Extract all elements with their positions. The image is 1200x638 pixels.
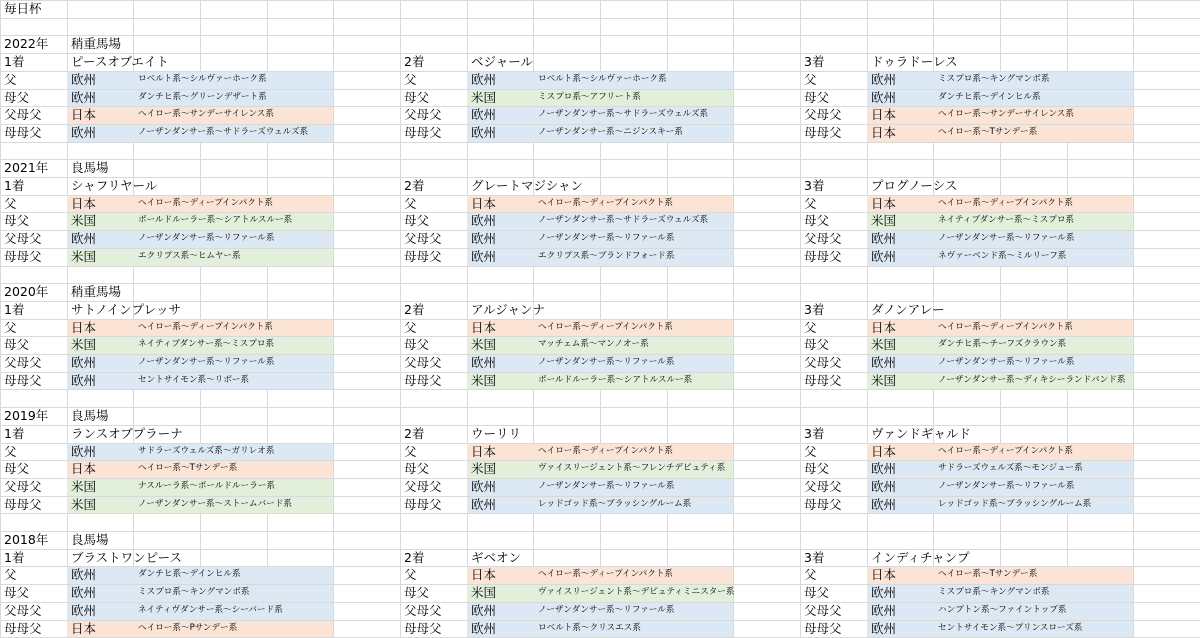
region-cell: 米国 xyxy=(471,461,497,476)
grid-row-line xyxy=(0,407,1200,408)
horse-name: ピースオブエイト xyxy=(71,54,169,69)
pedigree-position-label: 母父 xyxy=(4,337,30,352)
region-cell: 米国 xyxy=(471,373,497,388)
region-cell: 欧州 xyxy=(871,249,897,264)
sire-line-cell: ノーザンダンサー系〜サドラーズウェルズ系 xyxy=(538,109,709,119)
horse-name: ギベオン xyxy=(471,550,522,565)
horse-name: ベジャール xyxy=(471,54,534,69)
pedigree-position-label: 父母父 xyxy=(804,231,842,246)
finish-place: 2着 xyxy=(404,178,425,193)
grid-row-line xyxy=(0,159,1200,160)
finish-place: 2着 xyxy=(404,54,425,69)
pedigree-position-label: 父 xyxy=(404,320,417,335)
pedigree-position-label: 母母父 xyxy=(4,373,42,388)
pedigree-position-label: 父母父 xyxy=(404,479,442,494)
region-cell: 米国 xyxy=(71,249,97,264)
sire-line-cell: ノーザンダンサー系〜ディキシーランドバンド系 xyxy=(938,375,1126,385)
horse-name: ヴァンドギャルド xyxy=(871,426,971,441)
pedigree-position-label: 父母父 xyxy=(4,479,42,494)
pedigree-position-label: 父 xyxy=(804,72,817,87)
pedigree-position-label: 父 xyxy=(804,444,817,459)
horse-name: ドゥラドーレス xyxy=(871,54,958,69)
sire-line-cell: ヘイロー系〜サンデーサイレンス系 xyxy=(938,109,1074,119)
pedigree-position-label: 父母父 xyxy=(404,231,442,246)
region-cell: 欧州 xyxy=(871,497,897,512)
sire-line-cell: ハンプトン系〜ファイントップ系 xyxy=(938,605,1067,615)
pedigree-position-label: 父 xyxy=(4,444,17,459)
finish-place: 1着 xyxy=(4,302,25,317)
grid-row-line xyxy=(0,266,1200,267)
grid-row-line xyxy=(0,283,1200,284)
sire-line-cell: ヘイロー系〜Tサンデー系 xyxy=(938,127,1038,137)
region-cell: 米国 xyxy=(871,213,897,228)
pedigree-position-label: 母母父 xyxy=(4,249,42,264)
finish-place: 3着 xyxy=(804,426,825,441)
sire-line-cell: サドラーズウェルズ系〜モンジュー系 xyxy=(938,463,1083,473)
pedigree-position-label: 母父 xyxy=(404,90,430,105)
region-cell: 日本 xyxy=(871,196,897,211)
pedigree-position-label: 父母父 xyxy=(4,231,42,246)
pedigree-position-label: 母母父 xyxy=(404,621,442,636)
sire-line-cell: サドラーズウェルズ系〜ガリレオ系 xyxy=(138,446,275,456)
pedigree-position-label: 父母父 xyxy=(804,603,842,618)
sire-line-cell: ヘイロー系〜ディープインパクト系 xyxy=(538,322,674,332)
sire-line-cell: ダンチヒ系〜デインヒル系 xyxy=(938,92,1041,102)
pedigree-position-label: 母母父 xyxy=(804,497,842,512)
finish-place: 1着 xyxy=(4,550,25,565)
pedigree-position-label: 母父 xyxy=(804,90,830,105)
sire-line-cell: ミスプロ系〜キングマンボ系 xyxy=(138,587,250,597)
sire-line-cell: ヘイロー系〜サンデーサイレンス系 xyxy=(138,109,274,119)
finish-place: 2着 xyxy=(404,550,425,565)
sire-line-cell: レッドゴッド系〜ブラッシングルーム系 xyxy=(938,499,1092,509)
sire-line-cell: ミスプロ系〜キングマンボ系 xyxy=(938,587,1050,597)
region-cell: 欧州 xyxy=(871,585,897,600)
finish-place: 2着 xyxy=(404,426,425,441)
sire-line-cell: ダンチヒ系〜チーフズクラウン系 xyxy=(938,339,1067,349)
horse-name: ダノンアレー xyxy=(871,302,945,317)
pedigree-position-label: 母母父 xyxy=(804,249,842,264)
sire-line-cell: ロベルト系〜シルヴァーホーク系 xyxy=(538,74,667,84)
pedigree-position-label: 父母父 xyxy=(404,107,442,122)
region-cell: 日本 xyxy=(71,621,97,636)
horse-name: ランスオブプラーナ xyxy=(71,426,183,441)
sire-line-cell: ヴァイスリージェント系〜フレンチデピュティ系 xyxy=(538,463,726,473)
pedigree-position-label: 母母父 xyxy=(804,621,842,636)
pedigree-position-label: 父母父 xyxy=(804,355,842,370)
region-cell: 欧州 xyxy=(471,603,497,618)
pedigree-position-label: 母父 xyxy=(804,213,830,228)
sire-line-cell: ヘイロー系〜ディープインパクト系 xyxy=(538,446,674,456)
finish-place: 3着 xyxy=(804,550,825,565)
region-cell: 日本 xyxy=(871,125,897,140)
sire-line-cell: ノーザンダンサー系〜リファール系 xyxy=(538,605,675,615)
pedigree-position-label: 母母父 xyxy=(404,373,442,388)
finish-place: 3着 xyxy=(804,302,825,317)
pedigree-position-label: 父 xyxy=(404,72,417,87)
grid-row-line xyxy=(0,18,1200,19)
sire-line-cell: ネイティブダンサー系〜ミスプロ系 xyxy=(138,339,275,349)
sire-line-cell: セントサイモン系〜リボー系 xyxy=(138,375,250,385)
sire-line-cell: ノーザンダンサー系〜ニジンスキー系 xyxy=(538,127,683,137)
pedigree-position-label: 母母父 xyxy=(404,125,442,140)
region-cell: 欧州 xyxy=(471,249,497,264)
grid-row-line xyxy=(0,35,1200,36)
pedigree-position-label: 父 xyxy=(404,444,417,459)
region-cell: 日本 xyxy=(871,320,897,335)
pedigree-position-label: 母母父 xyxy=(4,125,42,140)
sire-line-cell: ボールドルーラー系〜シアトルスルー系 xyxy=(538,375,693,385)
pedigree-position-label: 母母父 xyxy=(804,373,842,388)
pedigree-position-label: 父 xyxy=(804,567,817,582)
sire-line-cell: ロベルト系〜シルヴァーホーク系 xyxy=(138,74,267,84)
grid-row-line xyxy=(0,531,1200,532)
sire-line-cell: ヴァイスリージェント系〜デピュティミニスター系 xyxy=(538,587,735,597)
region-cell: 欧州 xyxy=(71,231,97,246)
region-cell: 欧州 xyxy=(471,72,497,87)
pedigree-position-label: 母父 xyxy=(404,585,430,600)
region-cell: 欧州 xyxy=(871,461,897,476)
track-condition: 稍重馬場 xyxy=(71,36,122,51)
region-cell: 欧州 xyxy=(71,90,97,105)
region-cell: 欧州 xyxy=(871,231,897,246)
region-cell: 欧州 xyxy=(71,72,97,87)
pedigree-position-label: 父 xyxy=(4,196,17,211)
grid-row-line xyxy=(0,0,1200,1)
year-label: 2019年 xyxy=(4,408,49,423)
region-cell: 欧州 xyxy=(471,479,497,494)
year-label: 2018年 xyxy=(4,532,49,547)
region-cell: 欧州 xyxy=(71,567,97,582)
pedigree-position-label: 父母父 xyxy=(404,355,442,370)
pedigree-position-label: 父 xyxy=(804,320,817,335)
pedigree-position-label: 母母父 xyxy=(404,497,442,512)
region-cell: 欧州 xyxy=(871,621,897,636)
track-condition: 良馬場 xyxy=(71,160,109,175)
region-cell: 米国 xyxy=(71,479,97,494)
pedigree-position-label: 父母父 xyxy=(4,355,42,370)
sire-line-cell: ダンチヒ系〜グリーンデザート系 xyxy=(138,92,267,102)
sire-line-cell: ヘイロー系〜ディープインパクト系 xyxy=(938,446,1074,456)
region-cell: 欧州 xyxy=(871,355,897,370)
finish-place: 1着 xyxy=(4,54,25,69)
pedigree-position-label: 母父 xyxy=(404,213,430,228)
finish-place: 1着 xyxy=(4,178,25,193)
region-cell: 欧州 xyxy=(471,107,497,122)
horse-name: サトノインプレッサ xyxy=(71,302,182,317)
sire-line-cell: ノーザンダンサー系〜リファール系 xyxy=(938,481,1075,491)
year-label: 2022年 xyxy=(4,36,49,51)
region-cell: 欧州 xyxy=(871,603,897,618)
region-cell: 欧州 xyxy=(71,125,97,140)
sire-line-cell: ネイティヴダンサー系〜シーバード系 xyxy=(138,605,283,615)
track-condition: 良馬場 xyxy=(71,532,109,547)
pedigree-position-label: 母父 xyxy=(4,461,30,476)
region-cell: 欧州 xyxy=(471,125,497,140)
pedigree-position-label: 母父 xyxy=(4,213,30,228)
horse-name: インディチャンプ xyxy=(871,550,970,565)
sire-line-cell: ナスルーラ系〜ボールドルーラー系 xyxy=(138,481,275,491)
sire-line-cell: ヘイロー系〜Tサンデー系 xyxy=(138,463,238,473)
region-cell: 欧州 xyxy=(471,355,497,370)
region-cell: 日本 xyxy=(471,567,497,582)
grid-row-line xyxy=(0,389,1200,390)
sire-line-cell: ミスプロ系〜キングマンボ系 xyxy=(938,74,1050,84)
sire-line-cell: ネイティブダンサー系〜ミスプロ系 xyxy=(938,215,1075,225)
grid-row-line xyxy=(0,53,1200,54)
pedigree-position-label: 母母父 xyxy=(804,125,842,140)
sire-line-cell: ヘイロー系〜ディープインパクト系 xyxy=(938,322,1074,332)
region-cell: 米国 xyxy=(71,497,97,512)
horse-name: シャフリヤール xyxy=(71,178,158,193)
finish-place: 3着 xyxy=(804,178,825,193)
region-cell: 米国 xyxy=(471,337,497,352)
pedigree-position-label: 母父 xyxy=(804,461,830,476)
region-cell: 日本 xyxy=(871,444,897,459)
pedigree-position-label: 父 xyxy=(4,320,17,335)
region-cell: 日本 xyxy=(71,196,97,211)
sire-line-cell: エクリプス系〜ヒムヤー系 xyxy=(138,251,241,261)
sire-line-cell: ボールドルーラー系〜シアトルスルー系 xyxy=(138,215,293,225)
year-label: 2020年 xyxy=(4,284,49,299)
region-cell: 日本 xyxy=(71,107,97,122)
pedigree-position-label: 母母父 xyxy=(4,497,42,512)
pedigree-position-label: 母父 xyxy=(404,337,430,352)
region-cell: 日本 xyxy=(871,567,897,582)
region-cell: 欧州 xyxy=(871,479,897,494)
pedigree-position-label: 母母父 xyxy=(404,249,442,264)
sire-line-cell: マッチェム系〜マンノオー系 xyxy=(538,339,649,349)
sire-line-cell: ヘイロー系〜ディープインパクト系 xyxy=(138,322,274,332)
sire-line-cell: ノーザンダンサー系〜サドラーズウェルズ系 xyxy=(538,215,709,225)
region-cell: 欧州 xyxy=(871,72,897,87)
sire-line-cell: ヘイロー系〜Pサンデー系 xyxy=(138,623,238,633)
sire-line-cell: ノーザンダンサー系〜リファール系 xyxy=(938,357,1075,367)
track-condition: 良馬場 xyxy=(71,408,109,423)
region-cell: 欧州 xyxy=(71,603,97,618)
pedigree-position-label: 母父 xyxy=(4,90,30,105)
year-label: 2021年 xyxy=(4,160,49,175)
pedigree-position-label: 父 xyxy=(404,567,417,582)
pedigree-position-label: 父母父 xyxy=(4,107,42,122)
sire-line-cell: ヘイロー系〜ディープインパクト系 xyxy=(538,569,674,579)
pedigree-position-label: 父母父 xyxy=(404,603,442,618)
region-cell: 欧州 xyxy=(471,231,497,246)
sire-line-cell: ダンチヒ系〜デインヒル系 xyxy=(138,569,241,579)
region-cell: 米国 xyxy=(871,337,897,352)
finish-place: 1着 xyxy=(4,426,25,441)
region-cell: 米国 xyxy=(71,213,97,228)
grid-row-line xyxy=(0,177,1200,178)
region-cell: 日本 xyxy=(471,196,497,211)
sire-line-cell: レッドゴッド系〜ブラッシングルーム系 xyxy=(538,499,692,509)
region-cell: 欧州 xyxy=(471,497,497,512)
region-cell: 欧州 xyxy=(871,90,897,105)
sire-line-cell: ヘイロー系〜ディープインパクト系 xyxy=(538,198,674,208)
pedigree-position-label: 母父 xyxy=(4,585,30,600)
sire-line-cell: ヘイロー系〜ディープインパクト系 xyxy=(938,198,1074,208)
sheet-title: 毎日杯 xyxy=(4,1,42,16)
region-cell: 米国 xyxy=(471,585,497,600)
sire-line-cell: ノーザンダンサー系〜リファール系 xyxy=(538,481,675,491)
horse-name: プログノーシス xyxy=(871,178,958,193)
grid-row-line xyxy=(0,142,1200,143)
sire-line-cell: ネヴァーベンド系〜ミルリーフ系 xyxy=(938,251,1067,261)
region-cell: 日本 xyxy=(871,107,897,122)
horse-name: ウーリリ xyxy=(471,426,522,441)
sire-line-cell: セントサイモン系〜プリンスローズ系 xyxy=(938,623,1083,633)
sire-line-cell: ノーザンダンサー系〜リファール系 xyxy=(138,357,275,367)
sire-line-cell: ヘイロー系〜Tサンデー系 xyxy=(938,569,1038,579)
region-cell: 欧州 xyxy=(71,373,97,388)
pedigree-position-label: 父母父 xyxy=(804,479,842,494)
pedigree-position-label: 父 xyxy=(4,72,17,87)
horse-name: グレートマジシャン xyxy=(471,178,583,193)
sire-line-cell: ノーザンダンサー系〜サドラーズウェルズ系 xyxy=(138,127,309,137)
region-cell: 欧州 xyxy=(71,444,97,459)
pedigree-position-label: 父 xyxy=(4,567,17,582)
grid-row-line xyxy=(0,513,1200,514)
pedigree-position-label: 母母父 xyxy=(4,621,42,636)
sire-line-cell: ヘイロー系〜ディープインパクト系 xyxy=(138,198,274,208)
finish-place: 2着 xyxy=(404,302,425,317)
region-cell: 欧州 xyxy=(71,355,97,370)
pedigree-position-label: 母父 xyxy=(804,337,830,352)
region-cell: 米国 xyxy=(871,373,897,388)
region-cell: 欧州 xyxy=(471,621,497,636)
sire-line-cell: ノーザンダンサー系〜リファール系 xyxy=(138,233,275,243)
region-cell: 日本 xyxy=(471,320,497,335)
region-cell: 米国 xyxy=(471,90,497,105)
region-cell: 日本 xyxy=(71,320,97,335)
region-cell: 日本 xyxy=(71,461,97,476)
pedigree-position-label: 母父 xyxy=(804,585,830,600)
sire-line-cell: ノーザンダンサー系〜リファール系 xyxy=(938,233,1075,243)
sire-line-cell: ミスプロ系〜アフリート系 xyxy=(538,92,641,102)
sire-line-cell: ノーザンダンサー系〜リファール系 xyxy=(538,357,675,367)
region-cell: 米国 xyxy=(71,337,97,352)
horse-name: ブラストワンピース xyxy=(71,550,183,565)
pedigree-position-label: 父 xyxy=(804,196,817,211)
sire-line-cell: ノーザンダンサー系〜リファール系 xyxy=(538,233,675,243)
pedigree-position-label: 父 xyxy=(404,196,417,211)
track-condition: 稍重馬場 xyxy=(71,284,122,299)
sire-line-cell: ノーザンダンサー系〜ストームバード系 xyxy=(138,499,293,509)
pedigree-position-label: 母父 xyxy=(404,461,430,476)
pedigree-position-label: 父母父 xyxy=(804,107,842,122)
pedigree-position-label: 父母父 xyxy=(4,603,42,618)
sire-line-cell: ロベルト系〜クリスエス系 xyxy=(538,623,641,633)
finish-place: 3着 xyxy=(804,54,825,69)
region-cell: 日本 xyxy=(471,444,497,459)
sire-line-cell: エクリプス系〜ブランドフォード系 xyxy=(538,251,675,261)
horse-name: アルジャンナ xyxy=(471,302,545,317)
region-cell: 欧州 xyxy=(471,213,497,228)
region-cell: 欧州 xyxy=(71,585,97,600)
